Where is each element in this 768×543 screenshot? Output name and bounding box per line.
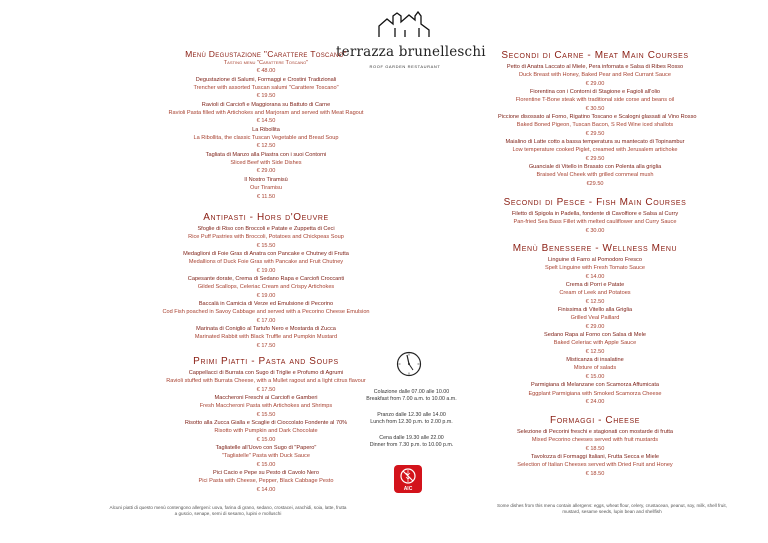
dish-price: € 29.00 [256, 168, 276, 175]
benessere-section [498, 243, 692, 406]
opening-hours [359, 389, 464, 449]
dish-name-it: Tavolozza di Formaggi Italiani, Frutta Secca e Miele [530, 454, 660, 461]
dish-price: € 12.50 [256, 143, 276, 150]
dish-item [498, 381, 692, 406]
dish-price: € 29.50 [585, 130, 605, 137]
dish-item [96, 300, 436, 325]
dish-price: € 29.50 [585, 155, 605, 162]
dish-name-it: Petto di Anatra Laccato al Miele, Pera infornata e Salsa di Ribes Rosso [506, 64, 684, 70]
dish-name-en: Sliced Beef with Side Dishes [230, 160, 302, 167]
dish-name-it: Crema di Porri e Patate [565, 282, 625, 289]
section-title: Secondi di Carne - Meat Main Courses [501, 50, 689, 61]
dish-name-it: Sfoglie di Riso con Broccoli e Patate e Zuppetta di Ceci [197, 226, 335, 232]
dish-name-en: Ravioli stuffed with Burrata Cheese, with a Mullet ragout and a light citrus flavour [166, 378, 366, 385]
dish-price: € 14.00 [585, 273, 605, 280]
dinner-en: Dinner from 7.30 p.m. to 10.00 p.m. [369, 442, 454, 448]
dish-item [498, 138, 692, 163]
dish-item [96, 151, 436, 176]
dish-name-en: Pan-fried Sea Bass Fillet with melted cauliflower and Curry Sauce [513, 219, 677, 226]
dish-name-en: Gilded Scallops, Celeriac Cream and Crispy Artichokes [197, 284, 335, 291]
breakfast-en: Breakfast from 7.00 a.m. to 10.00 a.m. [366, 396, 457, 402]
dish-item [96, 101, 436, 126]
clock-icon [396, 349, 422, 379]
dish-price: € 18.50 [585, 445, 605, 452]
dish-name-en: "Tagliatelle" Pasta with Duck Sauce [222, 453, 310, 460]
allergen-note-it [78, 505, 378, 517]
dish-name-en: La Ribollita, the classic Tuscan Vegetable and Bread Soup [193, 135, 339, 142]
dish-name-it: Parmigiana di Melanzane con Scamorza Affumicata [531, 382, 659, 389]
dinner-hours [359, 435, 464, 449]
dish-name-en: Marinated Rabbit with Black Truffle and Pumpkin Mustard [194, 334, 338, 341]
tasting-menu-section [96, 49, 436, 201]
breakfast-it: Colazione dalle 07.00 alle 10.00 [373, 389, 450, 395]
aic-badge [394, 465, 422, 493]
dish-name-en: Our Tiramisu [249, 185, 282, 192]
dish-name-en: Medallions of Duck Foie Gras with Pancake and Fruit Chutney [188, 259, 344, 266]
dish-name-it: Maccheroni Freschi ai Carciofi e Gamberi [214, 395, 318, 402]
dish-name-en: Spelt Linguine with Fresh Tomato Sauce [544, 265, 646, 272]
brand-name: terrazza brunelleschi [336, 44, 486, 60]
allergen-line: Some dishes from this menu contain allergens: eggs, wheat flour, celery, crustacean, peanut, soy, milk, shell fruit, [497, 503, 727, 508]
dish-item [96, 176, 436, 201]
dish-price: € 24.00 [585, 398, 605, 405]
dish-price: € 14.50 [256, 118, 276, 125]
dish-price: € 29.00 [585, 323, 605, 330]
section-title: Menù Benessere - Wellness Menu [512, 243, 678, 254]
dish-name-it: Baccalà in Camicia di Verze ed Emulsione di Pecorino [198, 301, 334, 308]
dish-price: € 18.50 [585, 470, 605, 477]
allergen-line: a guscio, senape, semi di sesamo, lupini e molluschi [174, 511, 282, 516]
dish-list [498, 63, 697, 188]
dish-name-en: Braised Veal Cheek with grilled cornmeal mush [536, 172, 654, 179]
dish-item [498, 63, 692, 88]
dish-name-it: Guanciale di Vitello in Brasato con Polenta alla griglia [528, 164, 662, 171]
dish-name-it: Pici Cacio e Pepe su Pesto di Cavolo Nero [212, 470, 320, 477]
dish-name-it: Ravioli di Carciofi e Maggiorana su Battuto di Carne [201, 101, 331, 108]
dish-price: € 30.00 [585, 227, 605, 234]
dish-price: €29.50 [586, 180, 604, 187]
allergen-line: mustard, sesame seeds, lupin bean and shellfish [562, 509, 662, 514]
dish-item [96, 469, 436, 494]
dish-item [498, 163, 692, 188]
dish-price: € 17.50 [256, 342, 276, 349]
allergen-line: Alcuni piatti di questo menù contengono allergeni: uova, farina di grano, sedano, crostacei, arachidi, soia, latte, frutta [109, 505, 347, 510]
dish-name-en: Pici Pasta with Cheese, Pepper, Black Cabbage Pesto [198, 478, 334, 485]
dish-item [498, 428, 692, 453]
dish-name-en: Mixed Pecorino cheeses served with fruit mustards [531, 437, 659, 444]
dish-price: € 30.50 [585, 105, 605, 112]
dish-price: € 15.00 [256, 436, 276, 443]
carne-section [498, 50, 697, 188]
dish-name-it: Finissima di Vitello alla Griglia [557, 307, 633, 314]
dish-price: € 12.50 [585, 298, 605, 305]
dish-price: € 19.50 [256, 93, 276, 100]
dish-name-it: Marinata di Coniglio al Tartufo Nero e Mostarda di Zucca [196, 326, 336, 333]
dish-name-en: Duck Breast with Honey, Baked Pear and Red Currant Sauce [519, 72, 671, 79]
dish-name-it: Sedano Rapa al Forno con Salsa di Mele [544, 332, 646, 339]
dish-list [96, 76, 436, 201]
section-title: Primi Piatti - Pasta and Soups [193, 356, 339, 367]
section-title: Secondi di Pesce - Fish Main Courses [503, 197, 687, 208]
dish-price: € 29.00 [585, 80, 605, 87]
dish-price: € 12.50 [585, 348, 605, 355]
dish-name-en: Eggplant Parmigiana with Smoked Scamorza Cheese [528, 390, 662, 397]
brand-tagline: ROOF GARDEN RESTAURANT [369, 64, 441, 69]
right-column [498, 0, 697, 543]
badge-label: AIC [403, 486, 413, 492]
dish-name-it: Tagliatelle all'Uovo con Sugo di "Papero" [215, 445, 317, 452]
dish-name-en: Trencher with assorted Tuscan salumi "Carattere Toscano" [193, 85, 339, 92]
gluten-free-icon [394, 466, 422, 486]
dish-name-it: Linguine di Farro al Pomodoro Fresco [548, 257, 642, 263]
dish-name-en: Baked Celeriac with Apple Sauce [553, 340, 637, 347]
dish-name-it: La Ribollita [252, 126, 280, 133]
dish-list [498, 428, 692, 478]
antipasti-section [96, 212, 436, 350]
breakfast-hours [359, 389, 464, 403]
dish-name-en: Selection of Italian Cheeses served with Dried Fruit and Honey [517, 462, 673, 469]
dish-name-it: Fiorentina con i Contorni di Stagione e Fagioli all'olio [529, 89, 661, 96]
dish-item [498, 356, 692, 381]
dish-price: € 15.00 [585, 373, 605, 380]
left-column [96, 0, 436, 543]
dish-item [498, 331, 692, 356]
dish-price: € 17.00 [256, 317, 276, 324]
dish-name-en: Low temperature cooked Piglet, creamed with Jerusalem artichoke [512, 147, 678, 154]
dish-name-it: Il Nostro Tiramisù [244, 176, 288, 183]
dish-name-it: Tagliata di Manzo alla Piastra con i suoi Contorni [205, 151, 327, 158]
dish-price: € 17.50 [256, 386, 276, 393]
dish-name-en: Fresh Maccheroni Pasta with Artichokes and Shrimps [199, 403, 333, 410]
dish-name-it: Misticanza di insalatine [566, 357, 624, 364]
lunch-hours [359, 412, 464, 426]
dinner-it: Cena dalle 19.30 alle 22.00 [379, 435, 444, 441]
dish-name-en: Cod Fish poached in Savoy Cabbage and served with a Pecorino Cheese Emulsion [162, 309, 370, 316]
dish-name-it: Medaglioni di Foie Gras di Anatra con Pancake e Chutney di Frutta [183, 251, 349, 258]
dish-item [96, 76, 436, 101]
dish-price: € 19.00 [256, 267, 276, 274]
dish-item [498, 453, 692, 478]
dish-item [498, 88, 692, 113]
lunch-en: Lunch from 12.30 p.m. to 2.00 p.m. [370, 419, 453, 425]
allergen-note-en [462, 503, 762, 515]
menu-price: € 48.00 [256, 68, 276, 75]
dish-name-it: Selezione di Pecorini freschi e stagionati con mostarde di frutta [516, 429, 674, 435]
dish-price: € 19.00 [256, 292, 276, 299]
dish-price: € 11.50 [256, 193, 276, 200]
dish-name-it: Capesante dorate, Crema di Sedano Rapa e Carciofi Croccanti [187, 276, 345, 283]
dish-name-it: Piccione disossato al Forno, Rigatino Toscano e Scalogni glassati al Vino Rosso [498, 114, 697, 121]
dish-name-en: Baked Boned Pigeon, Tuscan Bacon, S Red Wine iced shallots [516, 122, 674, 129]
dish-item [498, 113, 697, 138]
dish-price: € 14.00 [256, 486, 276, 493]
dish-item [96, 250, 436, 275]
dish-list [498, 256, 692, 406]
formaggi-section [498, 415, 692, 478]
dish-name-en: Risotto with Pumpkin and Dark Chocolate [214, 428, 318, 435]
dish-item [498, 210, 692, 235]
lunch-it: Pranzo dalle 12.30 alle 14.00 [377, 412, 446, 418]
section-title: Antipasti - Hors d'Oeuvre [203, 212, 329, 223]
dish-name-it: Cappellacci di Burrata con Sugo di Triglie e Profumo di Agrumi [188, 370, 344, 376]
dish-item [498, 306, 692, 331]
dish-name-it: Filetto di Spigola in Padella, fondente di Cavolfiore e Salsa al Curry [511, 211, 679, 217]
pesce-section [498, 197, 692, 235]
dish-list [96, 225, 436, 350]
dish-item [96, 275, 436, 300]
dish-name-en: Florentine T-Bone steak with traditional side corse and beans oil [515, 97, 675, 104]
dish-item [96, 325, 436, 350]
section-title: Formaggi - Cheese [550, 415, 640, 426]
dish-item [96, 126, 436, 151]
dish-list [498, 210, 692, 235]
dish-item [96, 225, 436, 250]
dish-item [498, 256, 692, 281]
dish-item [498, 281, 692, 306]
dish-name-en: Ravioli Pasta filled with Artichokes and Marjoram and served with Meat Ragout [168, 110, 364, 117]
dish-name-en: Rice Puff Pastries with Broccoli, Potatoes and Chickpeas Soup [188, 234, 344, 241]
section-subtitle: Tasting menu "Carattere Toscano" [223, 60, 309, 66]
section-title: Menù Degustazione "Carattere Toscano" [185, 49, 347, 59]
dish-name-en: Grilled Veal Paillard [570, 315, 620, 322]
dish-price: € 15.50 [256, 411, 276, 418]
dish-price: € 15.50 [256, 242, 276, 249]
dish-name-en: Mixture of salads [573, 365, 617, 372]
dish-price: € 15.00 [256, 461, 276, 468]
dish-name-en: Cream of Leek and Potatoes [559, 290, 631, 297]
dish-name-it: Risotto alla Zucca Gialla e Scaglie di Cioccolato Fondente al 70% [184, 420, 348, 427]
dish-name-it: Degustazione di Salumi, Formaggi e Crostini Tradizionali [195, 76, 337, 83]
dish-name-it: Maialino di Latte cotto a bassa temperatura su mantecato di Topinambur [505, 139, 685, 146]
